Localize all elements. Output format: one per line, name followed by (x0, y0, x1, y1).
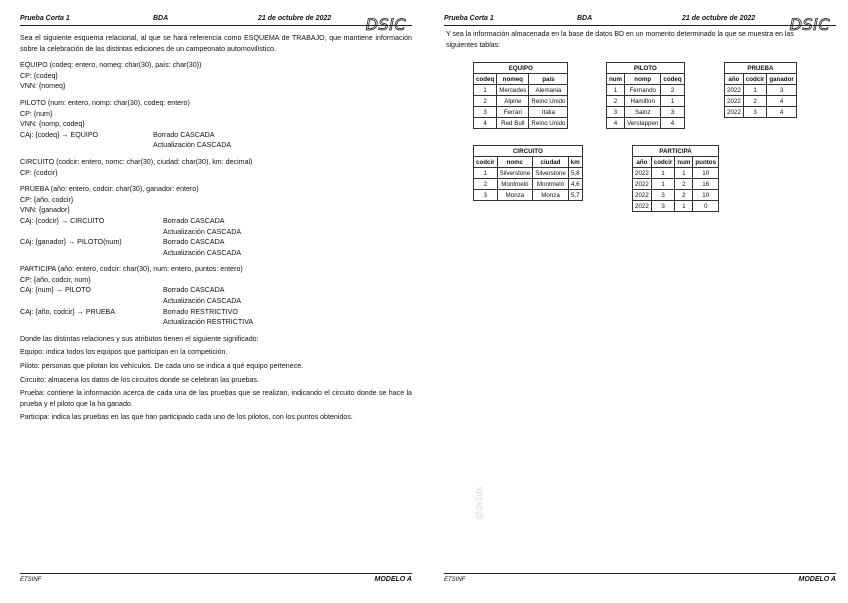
circuito-cell: Monza (497, 190, 533, 201)
right-intro: Y sea la información almacenada en la base de datos BD en un momento determinado la que se muestra en las siguientes tablas: (446, 31, 794, 49)
piloto-cell: 1 (607, 85, 625, 96)
equipo-column-header: país (529, 74, 568, 85)
table-row (607, 118, 685, 129)
circuito-cell: Silverstone (497, 168, 533, 179)
circuito-cell: 5,7 (568, 190, 582, 201)
equipo-cell: Alemania (529, 85, 568, 96)
participa-column-header: num (675, 157, 693, 168)
circuito-cell: 4,6 (568, 179, 582, 190)
header-exam-title-right: Prueba Corta 1 (444, 15, 494, 22)
equipo-cell: 1 (474, 85, 497, 96)
prueba-cell: 2 (743, 96, 767, 107)
equipo-definition: EQUIPO (codeq: entero, nomeq: char(30), país: char(30)) (20, 61, 202, 70)
participa-cp: CP: {año, codcir, num} (20, 275, 91, 284)
equipo-cell: Red Bull (497, 118, 529, 129)
participa-table-title: PARTICIPA (633, 146, 719, 157)
participa-borrado-2: Borrado RESTRICTIVO (163, 307, 238, 316)
equipo-cell: Italia (529, 107, 568, 118)
prueba-column-header: codcir (743, 74, 767, 85)
meaning-participa: Participa: indica las pruebas en las que han participado cada uno de los pilotos, con los puntos obtenidos. (20, 413, 353, 422)
piloto-cell: Fernando (625, 85, 661, 96)
piloto-cell: Verstappen (625, 118, 661, 129)
circuito-definition: CIRCUITO (codcir: entero, nomc: char(30), ciudad: char(30), km: decimal) (20, 157, 253, 166)
piloto-cell: 3 (661, 107, 684, 118)
participa-cell: 3 (651, 190, 675, 201)
table-row (474, 107, 568, 118)
prueba-column-header: ganador (767, 74, 796, 85)
table-row (633, 190, 719, 201)
prueba-column-header: año (725, 74, 744, 85)
participa-column-header: codcir (651, 157, 675, 168)
header-date-right: 21 de octubre de 2022 (682, 15, 756, 22)
table-row (474, 85, 568, 96)
header-exam-title: Prueba Corta 1 (20, 15, 70, 22)
equipo-table-title: EQUIPO (474, 63, 568, 74)
participa-cell: 2022 (633, 168, 652, 179)
piloto-cell: 4 (661, 118, 684, 129)
prueba-vnn: VNN: {ganador} (20, 206, 70, 215)
prueba-actualizacion-1: Actualización CASCADA (163, 227, 242, 236)
header-course: BDA (153, 15, 169, 22)
prueba-cell: 3 (767, 85, 796, 96)
header-rule-right (444, 25, 836, 26)
participa-cell: 2022 (633, 179, 652, 190)
header-date: 21 de octubre de 2022 (258, 15, 332, 22)
prueba-cp: CP: {año, codcir} (20, 195, 74, 204)
circuito-cell: 3 (474, 190, 498, 201)
prueba-cell: 3 (743, 107, 767, 118)
participa-cell: 2 (675, 179, 693, 190)
prueba-definition: PRUEBA (año: entero, codcir: char(30), ganador: entero) (20, 185, 199, 194)
circuito-cell: Montmeló (533, 179, 569, 190)
prueba-caj-piloto: CAj: {ganador} → PILOTO(num) (20, 238, 122, 247)
participa-cell: 1 (675, 201, 693, 212)
piloto-cell: Hamilton (625, 96, 661, 107)
footer-rule-right (444, 573, 836, 574)
equipo-cell: 3 (474, 107, 497, 118)
footer-school-right: ETSINF (444, 577, 466, 583)
table-row (607, 96, 685, 107)
participa-column-header: puntos (693, 157, 719, 168)
prueba-caj-circuito: CAj: {codcir} → CIRCUITO (20, 216, 105, 225)
piloto-column-header: num (607, 74, 625, 85)
participa-cell: 1 (651, 168, 675, 179)
prueba-borrado-1: Borrado CASCADA (163, 216, 225, 225)
table-row (725, 107, 797, 118)
prueba-cell: 4 (767, 96, 796, 107)
meanings-intro: Donde las distintas relaciones y sus atributos tienen el siguiente significado: (20, 334, 259, 343)
participa-cell: 0 (693, 201, 719, 212)
participa-cell: 16 (693, 179, 719, 190)
circuito-cell: 1 (474, 168, 498, 179)
piloto-column-header: codeq (661, 74, 684, 85)
table-row (633, 179, 719, 190)
participa-cell: 2 (675, 190, 693, 201)
schema-text (20, 33, 412, 423)
circuito-column-header: ciudad (533, 157, 569, 168)
prueba-cell: 2022 (725, 107, 744, 118)
circuito-cell: Silverstone (533, 168, 569, 179)
piloto-column-header: nomp (625, 74, 661, 85)
participa-cell: 1 (651, 179, 675, 190)
participa-column-header: año (633, 157, 652, 168)
meaning-piloto: Piloto: personas que pilotan los vehículos. De cada uno se indica a qué equipo pertenece. (20, 362, 304, 371)
participa-borrado-1: Borrado CASCADA (163, 286, 225, 295)
equipo-cell: Mercedes (497, 85, 529, 96)
page-header-right (444, 12, 836, 34)
header-rule (20, 25, 412, 26)
equipo-cell: Ferrari (497, 107, 529, 118)
piloto-cell: 2 (661, 85, 684, 96)
equipo-cell: Reino Unido (529, 96, 568, 107)
table-row (474, 118, 568, 129)
table-row (607, 107, 685, 118)
piloto-actualizacion: Actualización CASCADA (153, 141, 232, 150)
circuito-cell: Monza (533, 190, 569, 201)
prueba-borrado-2: Borrado CASCADA (163, 238, 225, 247)
prueba-cell: 4 (767, 107, 796, 118)
participa-cell: 3 (651, 201, 675, 212)
table-row (474, 179, 583, 190)
header-course-right: BDA (577, 15, 593, 22)
participa-definition: PARTICIPA (año: entero, codcir: char(30), num: entero, puntos: entero) (20, 265, 243, 274)
circuito-table (473, 145, 583, 201)
circuito-cp: CP: {codcir} (20, 168, 58, 177)
participa-cell: 10 (693, 168, 719, 179)
table-row (474, 190, 583, 201)
piloto-borrado: Borrado CASCADA (153, 130, 215, 139)
prueba-actualizacion-2: Actualización CASCADA (163, 248, 242, 257)
equipo-cell: 4 (474, 118, 497, 129)
page-header (20, 12, 412, 34)
footer-rule (20, 573, 412, 574)
meaning-prueba: Prueba: contiene la información acerca de cada una de las pruebas que se realizan, indicando el circuito donde se hace la prueba y el piloto que la ha ganado. (20, 389, 412, 408)
dsic-logo-right: DSIC (789, 15, 830, 34)
equipo-cp: CP: {codeq} (20, 71, 58, 80)
participa-caj-prueba: CAj: {año, codcir} → PRUEBA (20, 307, 116, 316)
table-row (633, 168, 719, 179)
equipo-table (473, 62, 568, 129)
circuito-cell: 5,8 (568, 168, 582, 179)
equipo-cell: Reino Unido (529, 118, 568, 129)
participa-cell: 10 (693, 190, 719, 201)
table-row (474, 96, 568, 107)
participa-cell: 2022 (633, 201, 652, 212)
piloto-cp: CP: {num} (20, 109, 53, 118)
circuito-table-title: CIRCUITO (474, 146, 583, 157)
piloto-vnn: VNN: {nomp, codeq} (20, 120, 85, 129)
piloto-cell: 3 (607, 107, 625, 118)
equipo-cell: 2 (474, 96, 497, 107)
dsic-logo: DSIC (365, 15, 406, 34)
meaning-circuito: Circuito: almacena los datos de los circuitos donde se celebran las pruebas. (20, 375, 259, 384)
equipo-vnn: VNN: {nomeq} (20, 82, 66, 91)
footer-model-right: MODELO A (798, 576, 836, 583)
equipo-column-header: codeq (474, 74, 497, 85)
table-row (633, 201, 719, 212)
prueba-table (724, 62, 797, 118)
prueba-table-title: PRUEBA (725, 63, 797, 74)
equipo-cell: Alpine (497, 96, 529, 107)
participa-actualizacion-2: Actualización RESTRICTIVA (163, 318, 254, 327)
piloto-table-title: PILOTO (607, 63, 685, 74)
table-row (725, 85, 797, 96)
participa-cell: 1 (675, 168, 693, 179)
piloto-cell: 2 (607, 96, 625, 107)
piloto-table (606, 62, 685, 129)
prueba-cell: 2022 (725, 85, 744, 96)
circuito-column-header: km (568, 157, 582, 168)
footer-model: MODELO A (374, 576, 412, 583)
piloto-definition: PILOTO (num: entero, nomp: char(30), codeq: entero) (20, 98, 190, 107)
intro-paragraph: Sea el siguiente esquema relacional, al que se hará referencia como ESQUEMA de TRABAJO, que mantiene información sobre la celebración de las distintas ediciones de un campeonato automovilístico. (20, 34, 412, 53)
participa-caj-piloto: CAj: {num} → PILOTO (20, 286, 91, 295)
circuito-column-header: codcir (474, 157, 498, 168)
watermark: @ds1ds (474, 486, 484, 520)
equipo-column-header: nomeq (497, 74, 529, 85)
table-row (725, 96, 797, 107)
circuito-cell: 2 (474, 179, 498, 190)
piloto-cell: 4 (607, 118, 625, 129)
meaning-equipo: Equipo: indica todos los equipos que participan en la competición. (20, 348, 228, 357)
participa-table (632, 145, 719, 212)
table-row (474, 168, 583, 179)
prueba-cell: 2022 (725, 96, 744, 107)
circuito-column-header: nomc (497, 157, 533, 168)
piloto-cell: 1 (661, 96, 684, 107)
footer-school: ETSINF (20, 577, 42, 583)
prueba-cell: 1 (743, 85, 767, 96)
piloto-cell: Sainz (625, 107, 661, 118)
participa-actualizacion-1: Actualización CASCADA (163, 297, 242, 306)
table-row (607, 85, 685, 96)
circuito-cell: Montmeló (497, 179, 533, 190)
participa-cell: 2022 (633, 190, 652, 201)
piloto-caj: CAj: {codeq} → EQUIPO (20, 130, 99, 139)
